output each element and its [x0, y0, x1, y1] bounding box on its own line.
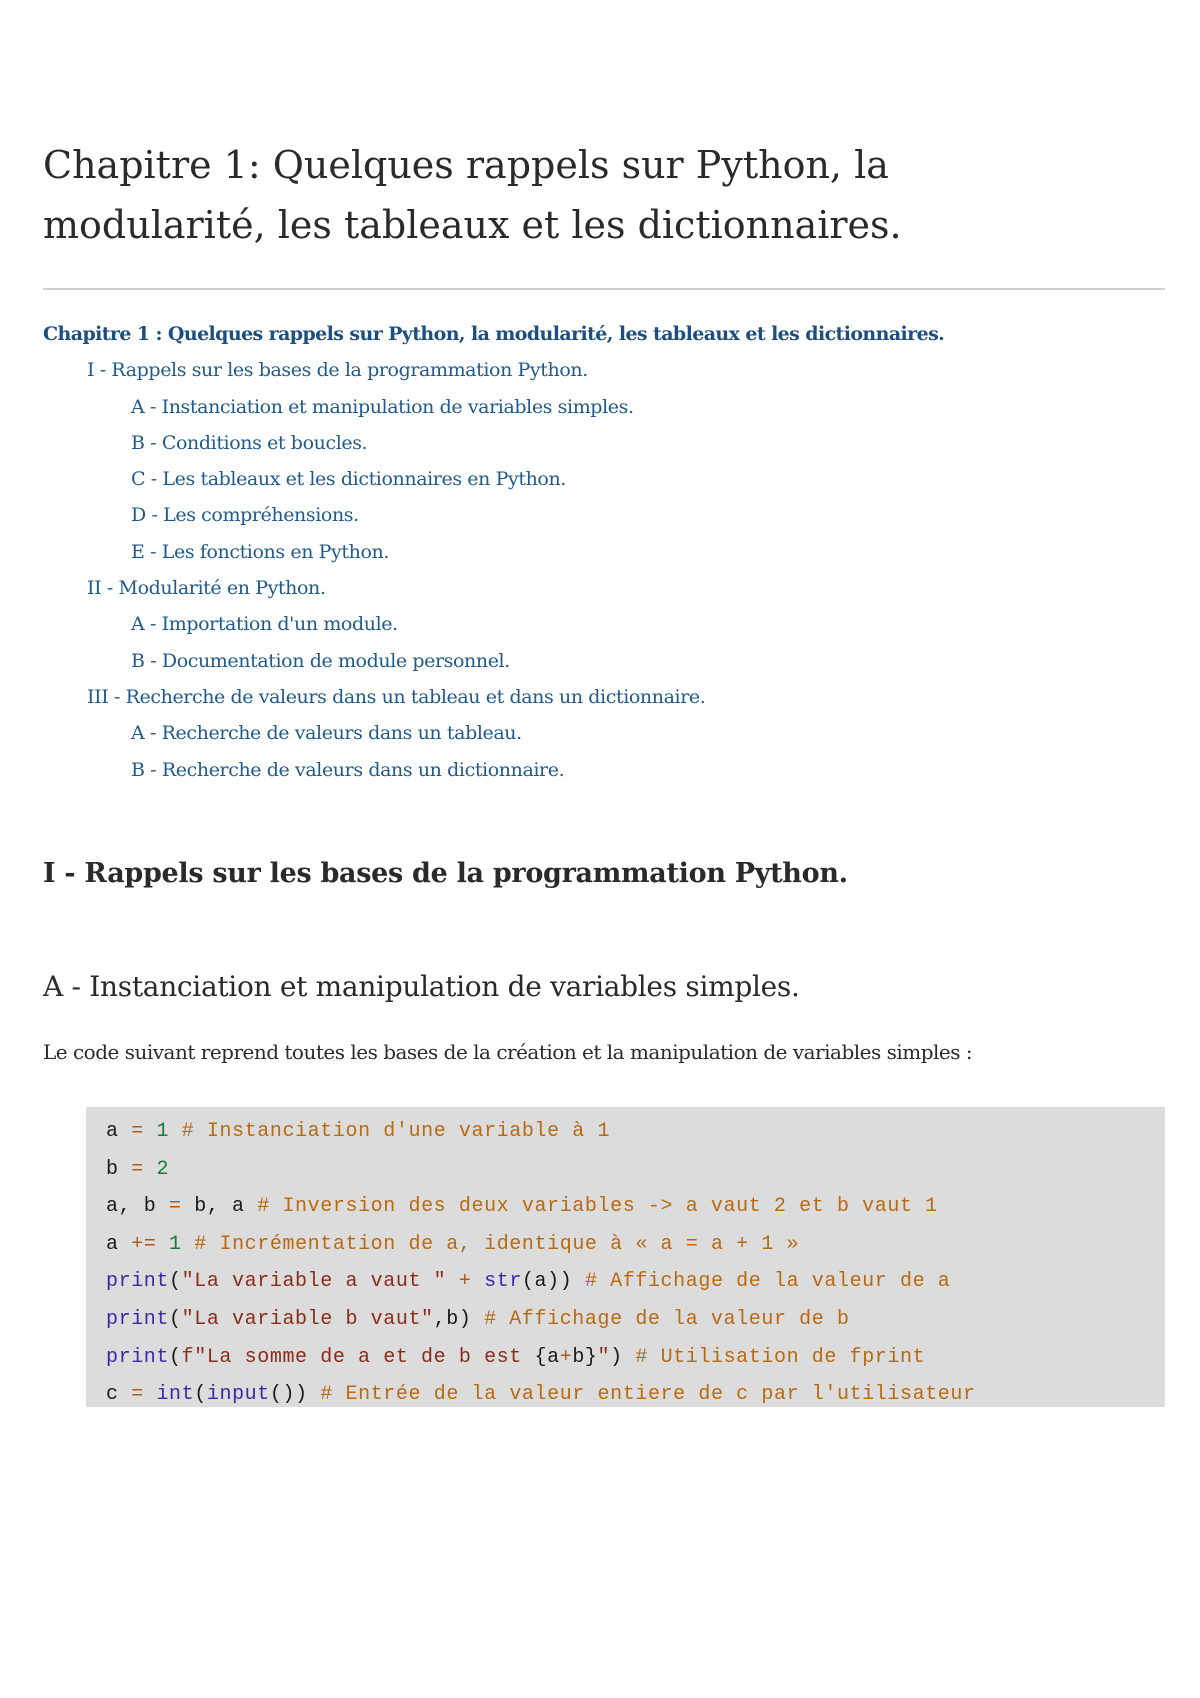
- table-of-contents: [43, 316, 1165, 788]
- toc-link[interactable]: E - Les fonctions en Python.: [131, 540, 389, 563]
- code-token: # Instanciation d'une variable à 1: [169, 1120, 611, 1143]
- code-token: a, b: [106, 1195, 170, 1219]
- code-token: {a: [534, 1345, 560, 1369]
- code-token: (a)): [521, 1270, 585, 1294]
- code-token: input: [206, 1383, 270, 1407]
- document-title-line-1: Chapitre 1: Quelques rappels sur Python, la: [43, 143, 889, 187]
- code-token: [472, 1270, 485, 1293]
- code-token: [446, 1270, 459, 1293]
- code-token: b: [106, 1157, 132, 1181]
- code-token: =: [131, 1120, 144, 1143]
- document-title-line-2: modularité, les tableaux et les dictionnaires.: [43, 203, 902, 247]
- code-token: a: [106, 1120, 132, 1143]
- toc-link[interactable]: B - Recherche de valeurs dans un dictionnaire.: [131, 758, 565, 781]
- code-line: [106, 1188, 1165, 1226]
- code-token: (: [169, 1307, 182, 1331]
- code-token: [156, 1233, 169, 1256]
- code-token: print: [106, 1345, 170, 1369]
- code-token: +=: [131, 1232, 157, 1256]
- code-token: ,b): [433, 1307, 485, 1331]
- code-token: # Affichage de la valeur de a: [584, 1270, 951, 1294]
- code-token: ": [597, 1345, 611, 1369]
- toc-link[interactable]: C - Les tableaux et les dictionnaires en Python.: [131, 468, 566, 491]
- code-token: [144, 1383, 157, 1406]
- code-line: [106, 1226, 1165, 1264]
- code-token: 1: [156, 1120, 170, 1143]
- toc-link[interactable]: Chapitre 1 : Quelques rappels sur Python, la modularité, les tableaux et les dictionnaires.: [43, 323, 945, 345]
- code-token: =: [169, 1195, 182, 1219]
- intro-paragraph: Le code suivant reprend toutes les bases de la création et la manipulation de variables simples :: [43, 1040, 973, 1064]
- code-token: b, a: [181, 1195, 258, 1219]
- toc-link[interactable]: A - Importation d'un module.: [131, 613, 398, 636]
- toc-link[interactable]: A - Instanciation et manipulation de variables simples.: [131, 395, 634, 418]
- code-token: print: [106, 1270, 170, 1294]
- code-token: b}: [572, 1345, 598, 1369]
- code-token: # Entrée de la valeur entiere de c par l'utilisateur: [320, 1383, 976, 1407]
- code-token: "La variable b vaut": [181, 1307, 434, 1331]
- code-token: (: [194, 1383, 207, 1407]
- code-token: [144, 1158, 157, 1181]
- code-token: (: [169, 1345, 182, 1369]
- code-line: [106, 1339, 1165, 1377]
- code-token: ): [610, 1345, 636, 1369]
- code-token: # Inversion des deux variables -> a vaut 2 et b vaut 1: [257, 1195, 938, 1219]
- code-token: "La variable a vaut ": [181, 1270, 447, 1294]
- title-divider: [43, 288, 1165, 290]
- document-title: [43, 135, 1165, 255]
- code-token: c: [106, 1383, 132, 1407]
- code-token: =: [131, 1383, 144, 1407]
- code-token: +: [458, 1270, 472, 1294]
- code-token: 2: [156, 1157, 170, 1181]
- code-token: [144, 1120, 157, 1143]
- code-line: [106, 1151, 1165, 1189]
- code-token: f"La somme de a et de b est: [181, 1345, 535, 1369]
- code-token: 1: [169, 1232, 182, 1256]
- code-line: [106, 1376, 1165, 1414]
- code-token: # Incrémentation de a, identique à « a = a + 1 »: [181, 1232, 800, 1256]
- toc-link[interactable]: III - Recherche de valeurs dans un tableau et dans un dictionnaire.: [87, 685, 706, 708]
- code-line: [106, 1263, 1165, 1301]
- code-token: +: [559, 1345, 573, 1369]
- toc-link[interactable]: B - Documentation de module personnel.: [131, 649, 510, 672]
- code-token: ()): [269, 1383, 321, 1407]
- code-token: print: [106, 1307, 170, 1331]
- code-token: str: [484, 1270, 522, 1294]
- section-heading: I - Rappels sur les bases de la programmation Python.: [43, 858, 848, 889]
- code-block: [86, 1107, 1165, 1407]
- code-token: =: [131, 1157, 144, 1181]
- toc-link[interactable]: II - Modularité en Python.: [87, 577, 326, 600]
- toc-link[interactable]: A - Recherche de valeurs dans un tableau.: [131, 722, 522, 745]
- code-line: [106, 1301, 1165, 1339]
- code-token: # Utilisation de fprint: [635, 1345, 926, 1369]
- toc-link[interactable]: D - Les compréhensions.: [131, 504, 359, 527]
- code-token: int: [156, 1383, 195, 1407]
- toc-link[interactable]: I - Rappels sur les bases de la programmation Python.: [87, 359, 588, 382]
- code-token: (: [169, 1270, 182, 1294]
- code-token: a: [106, 1232, 132, 1256]
- toc-link[interactable]: B - Conditions et boucles.: [131, 431, 368, 454]
- subsection-heading: A - Instanciation et manipulation de variables simples.: [43, 970, 800, 1003]
- code-line: [106, 1113, 1165, 1151]
- code-token: # Affichage de la valeur de b: [484, 1307, 850, 1331]
